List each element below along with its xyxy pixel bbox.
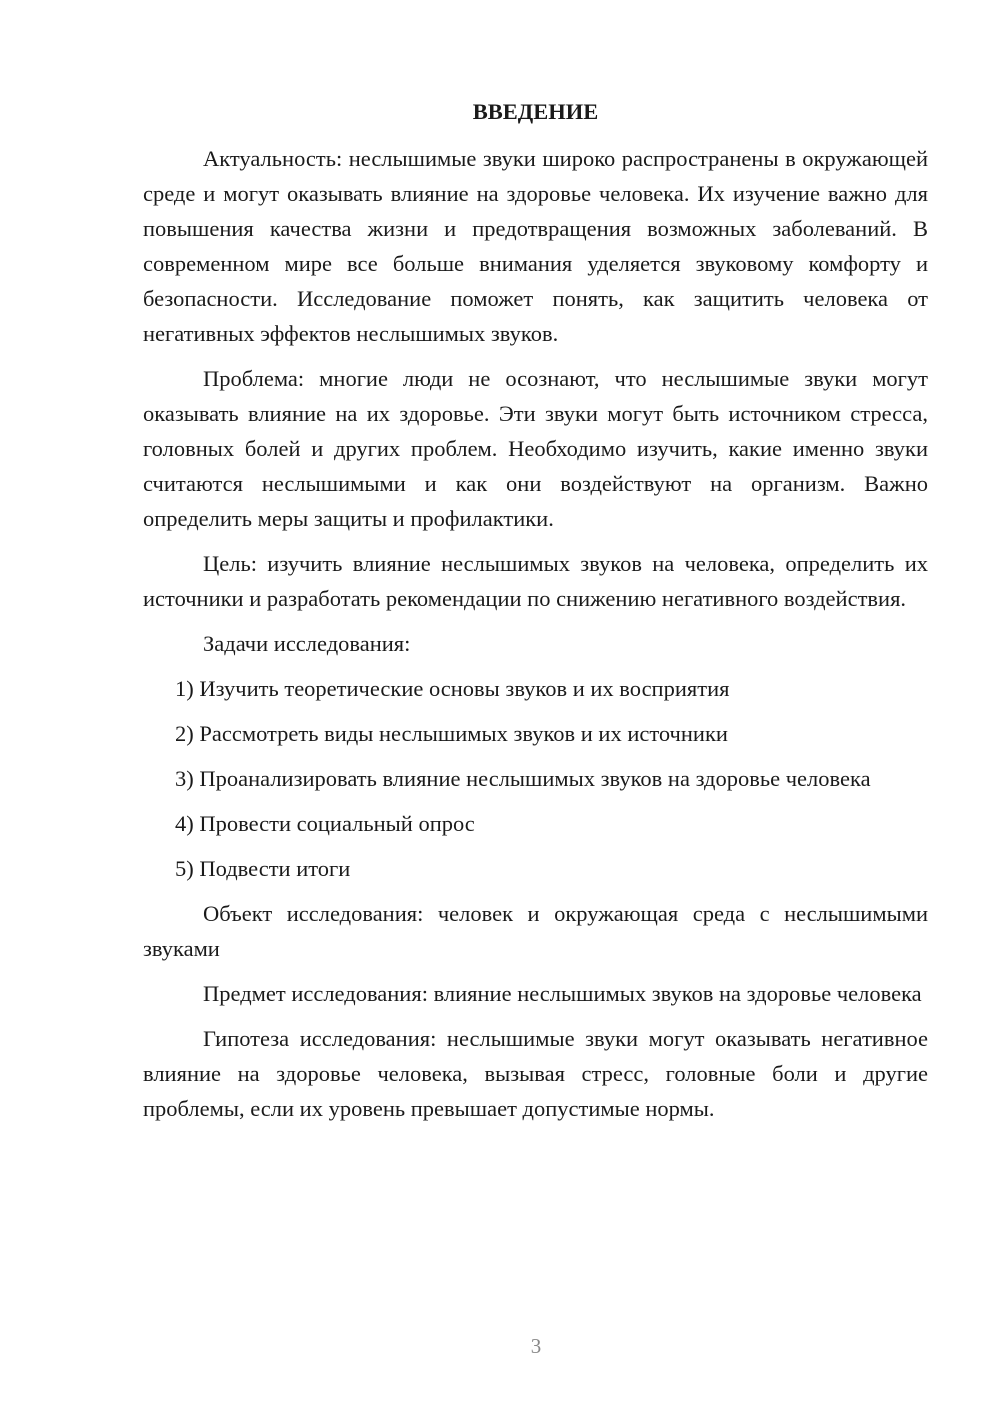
list-item: 4) Провести социальный опрос: [175, 811, 475, 836]
paragraph-object: Объект исследования: человек и окружающая среда с неслышимыми звуками: [143, 901, 928, 961]
document-page: [143, 94, 928, 1136]
paragraph-subject: Предмет исследования: влияние неслышимых звуков на здоровье человека: [203, 981, 922, 1006]
list-item: 3) Проанализировать влияние неслышимых звуков на здоровье человека: [175, 766, 871, 791]
section-title: ВВЕДЕНИЕ: [472, 99, 599, 124]
tasks-heading: Задачи исследования:: [203, 631, 411, 656]
list-item: 1) Изучить теоретические основы звуков и их восприятия: [175, 676, 730, 701]
paragraph-goal: Цель: изучить влияние неслышимых звуков на человека, определить их источники и разработать рекомендации по снижению негативного воздействия.: [143, 551, 928, 611]
paragraph-hypothesis: Гипотеза исследования: неслышимые звуки могут оказывать негативное влияние на здоровье человека, вызывая стресс, головные боли и другие проблемы, если их уровень превышает допустимые нормы.: [143, 1026, 928, 1121]
list-item: 5) Подвести итоги: [175, 856, 351, 881]
list-item: 2) Рассмотреть виды неслышимых звуков и их источники: [175, 721, 728, 746]
paragraph-relevance: Актуальность: неслышимые звуки широко распространены в окружающей среде и могут оказывать влияние на здоровье человека. Их изучение важно для повышения качества жизни и предотвращения возможных заболеваний. В современном мире все больше внимания уделяется звуковому комфорту и безопасности. Исследование поможет понять, как защитить человека от негативных эффектов неслышимых звуков.: [143, 146, 928, 346]
paragraph-problem: Проблема: многие люди не осознают, что неслышимые звуки могут оказывать влияние на их здоровье. Эти звуки могут быть источником стресса, головных болей и других проблем. Необходимо изучить, какие именно звуки считаются неслышимыми и как они воздействуют на организм. Важно определить меры защиты и профилактики.: [143, 366, 928, 531]
tasks-list: [143, 671, 928, 886]
page-number: 3: [530, 1334, 542, 1358]
